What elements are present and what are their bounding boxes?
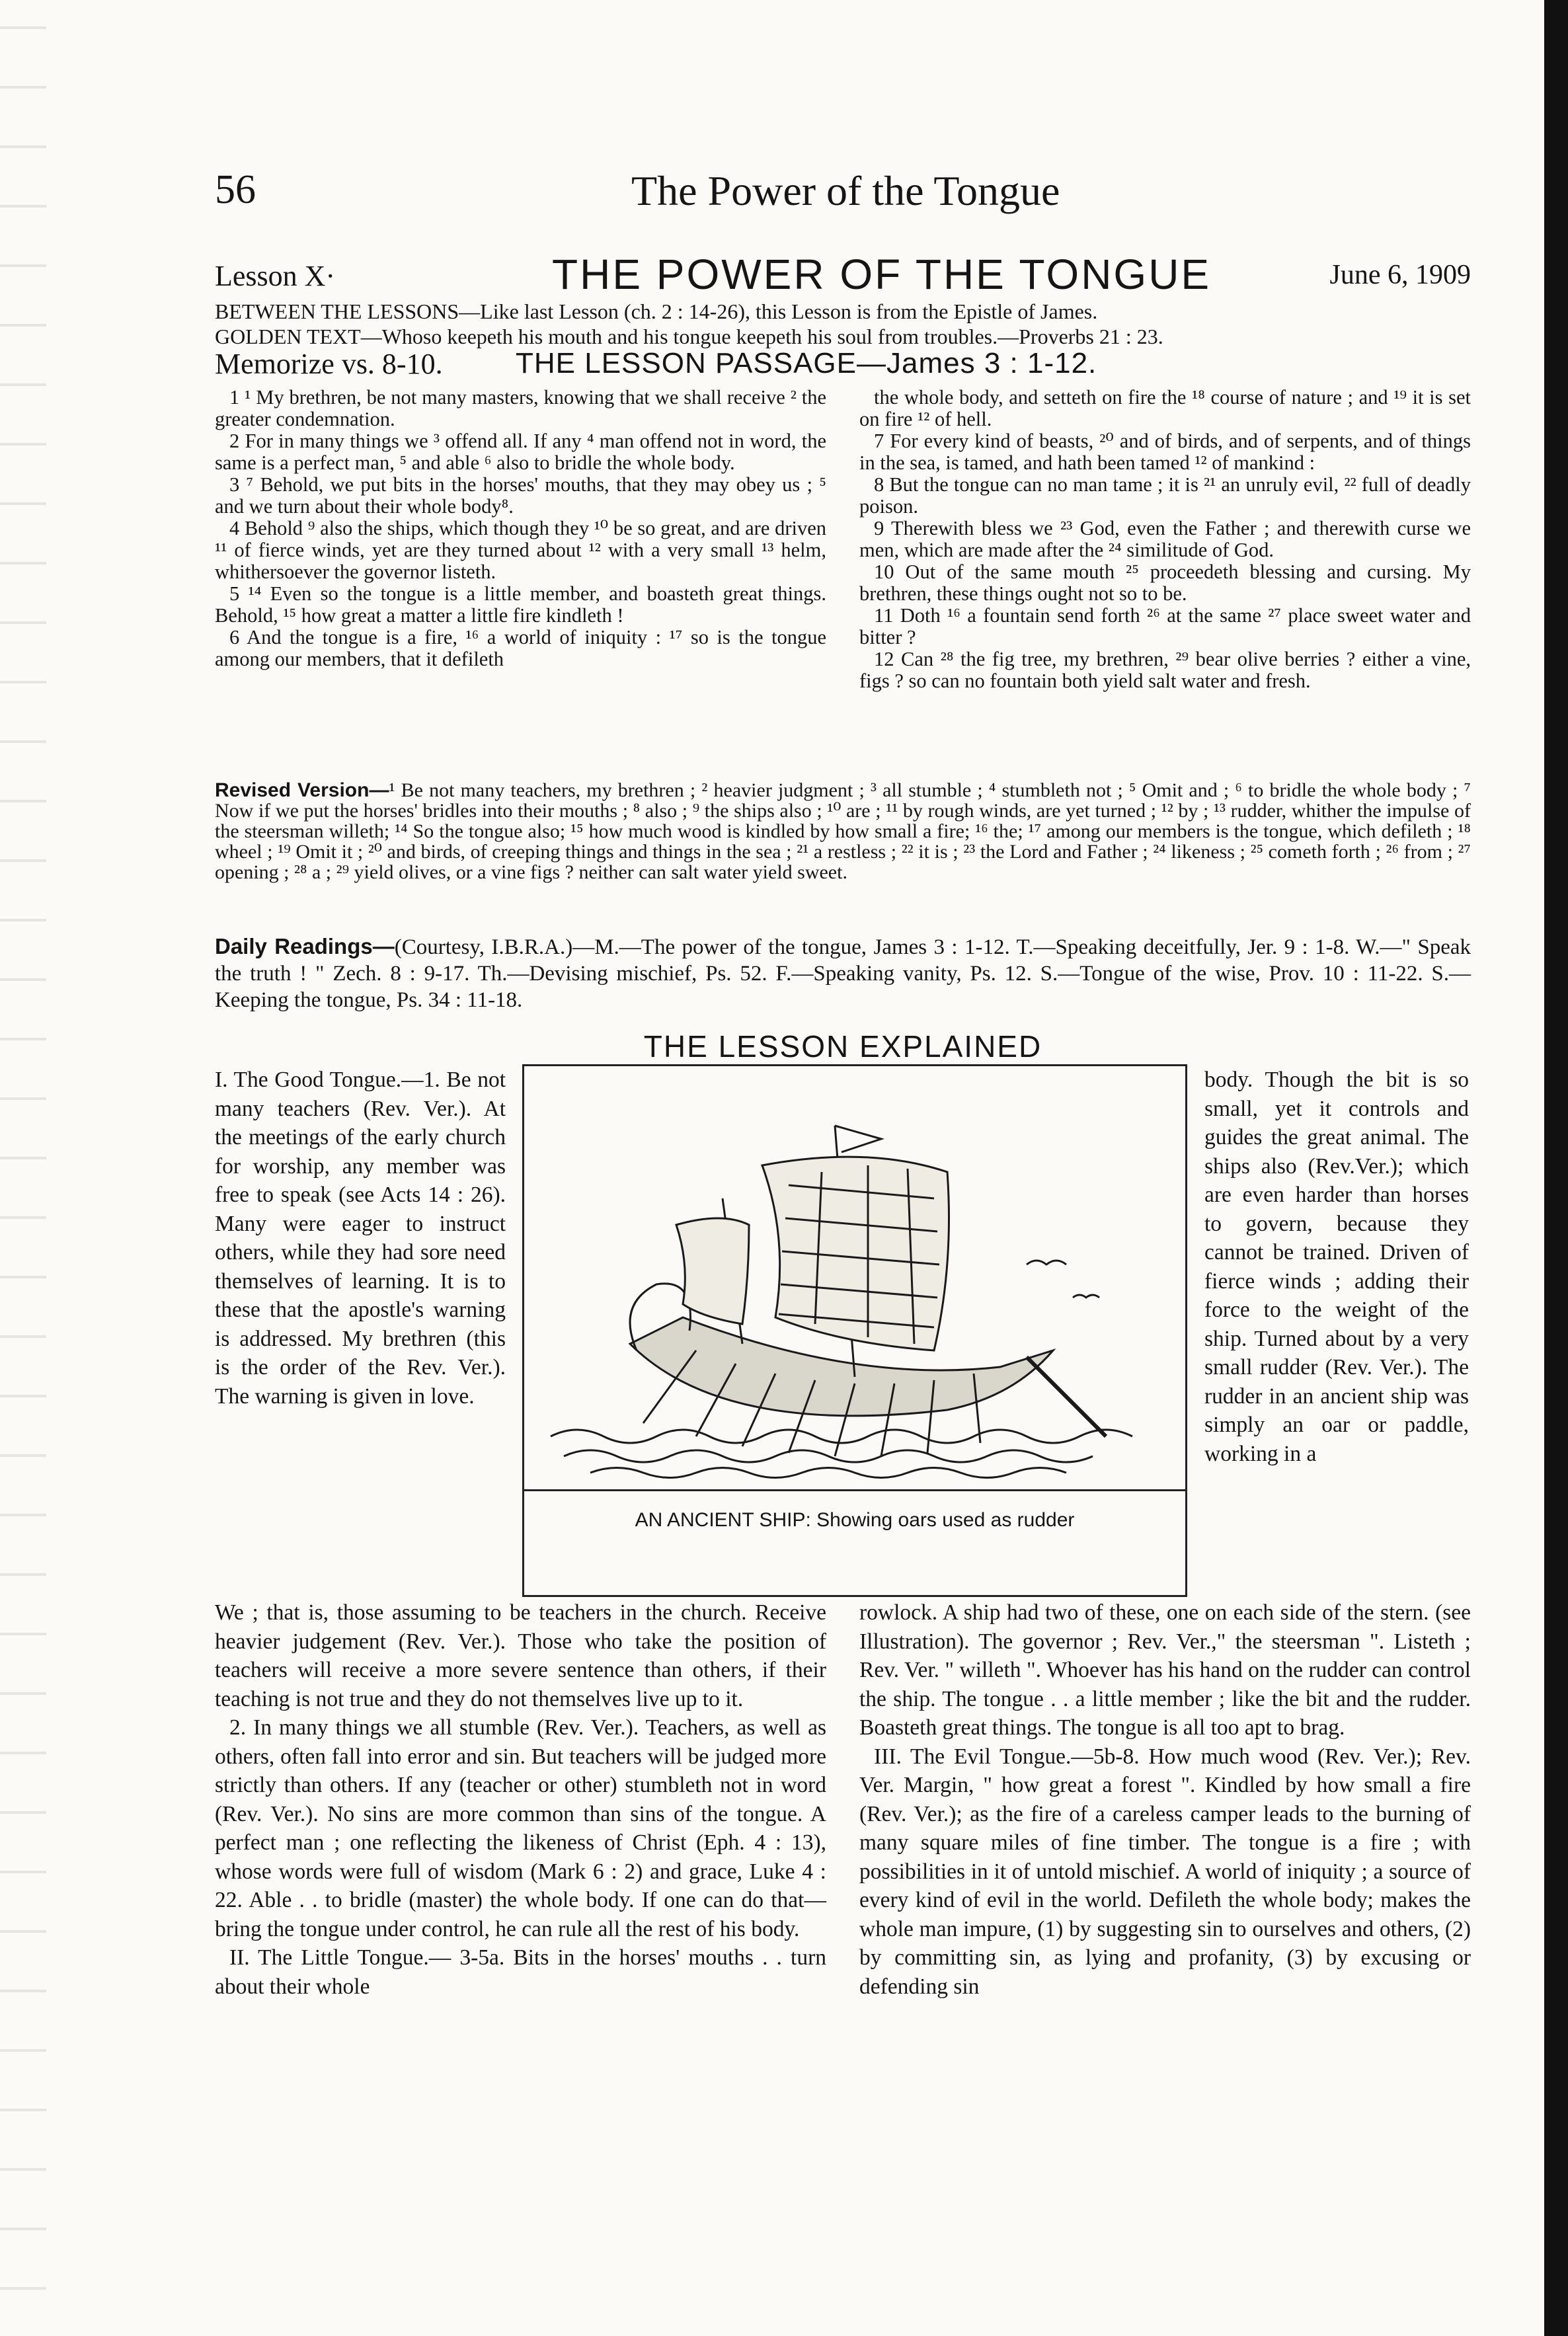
passage-right-column [859,387,1471,692]
page-number: 56 [215,167,256,212]
daily-readings-text: (Courtesy, I.B.R.A.)—M.—The power of the tongue, James 3 : 1-12. T.—Speaking deceitfully, Jer. 9 : 1-8. W.—" Speak the truth ! " Zech. 8 : 9-17. Th.—Devising mischief, Ps. 52. F.—Speaking vanity, Ps. 12. S.—Tongue of the wise, Prov. 10 : 11-22. S.—Keeping the tongue, Ps. 34 : 11-18. [215,935,1471,1012]
verse: 5 ¹⁴ Even so the tongue is a little member, and boasteth great things. Behold, ¹⁵ how great a matter a little fire kindleth ! [215,582,826,627]
explained-paragraph: rowlock. A ship had two of these, one on each side of the stern. (see Illustration). The governor ; Rev. Ver.," the steersman ". Listeth ; Rev. Ver. " willeth ". Whoever has his hand on the rudder can control the ship. The tongue . . a little member ; like the bit and the rudder. Boasteth great things. The tongue is all too apt to brag. [859,1600,1471,1740]
ancient-ship-icon [524,1066,1185,1489]
explained-paragraph: 2. In many things we all stumble (Rev. Ver.). Teachers, as well as others, often fall into error and sin. But teachers will be judged more strictly than others. If any (teacher or other) stumbleth not in word (Rev. Ver.). No sins are more common than sins of the tongue. A perfect man ; one reflecting the likeness of Christ (Eph. 4 : 13), whose words were full of wisdom (Mark 6 : 2) and grace, Luke 4 : 22. Able . . to bridle (master) the whole body. If one can do that—bring the tongue under control, he can rule all the rest of his body. [215,1715,826,1941]
explained-paragraph: III. The Evil Tongue.—5b-8. How much wood (Rev. Ver.); Rev. Ver. Margin, " how great a forest ". Kindled by how small a fire (Rev. Ver.); as the fire of a careless camper leads to the burning of many square miles of fine timber. The tongue is a fire ; with possibilities in it of untold mischief. A world of iniquity ; a source of every kind of evil in the world. Defileth the whole body; makes the whole man impure, (1) by suggesting sin to ourselves and others, (2) by committing sin, as lying and profanity, (3) by excusing or defending sin [859,1744,1471,1999]
passage-title: THE LESSON PASSAGE—James 3 : 1-12. [516,347,1097,379]
revised-version-label: Revised Version— [215,779,389,801]
verse: 4 Behold ⁹ also the ships, which though they ¹⁰ be so great, and are driven ¹¹ of fierce winds, yet are they turned about ¹² with a very small ¹³ helm, whithersoever the governor listeth. [215,517,826,583]
explained-paragraph: We ; that is, those assuming to be teachers in the church. Receive heavier judgement (Rev. Ver.). Those who take the position of teachers will receive a more severe sentence than others, if their teaching is not true and they do not themselves live up to it. [215,1600,826,1711]
memorize-line [215,347,1471,387]
explained-bottom-left [215,1598,826,2001]
verse: 3 ⁷ Behold, we put bits in the horses' mouths, that they may obey us ; ⁵ and we turn about their whole body⁸. [215,473,826,518]
running-title: The Power of the Tongue [631,167,1060,214]
explained-paragraph: I. The Good Tongue.—1. Be not many teachers (Rev. Ver.). At the meetings of the early church for worship, any member was free to speak (see Acts 14 : 26). Many were eager to instruct others, while they had sore need themselves of learning. It is to these that the apostle's warning is addressed. My brethren (this is the order of the Rev. Ver.). The warning is given in love. [215,1068,506,1409]
scan-edge-left [0,0,46,2336]
verse: 6 And the tongue is a fire, ¹⁶ a world of iniquity : ¹⁷ so is the tongue among our members, that it defileth [215,626,826,670]
lesson-date: June 6, 1909 [1329,260,1471,290]
explained-paragraph: II. The Little Tongue.— 3-5a. Bits in the horses' mouths . . turn about their whole [215,1945,826,1999]
explained-col-right [1204,1066,1469,1468]
running-head [215,167,1471,226]
section-title: THE LESSON EXPLAINED [643,1029,1042,1064]
ship-figure [522,1064,1187,1597]
lesson-heading [215,250,1471,296]
golden-text: GOLDEN TEXT—Whoso keepeth his mouth and his tongue keepeth his soul from troubles.—Proverbs 21 : 23. [215,325,1163,348]
explained-bottom-right [859,1598,1471,2001]
explained-col-left [215,1066,506,1411]
revised-version-notes [215,780,1471,882]
caption-divider [524,1489,1185,1491]
verse: 11 Doth ¹⁶ a fountain send forth ²⁶ at the same ²⁷ place sweet water and bitter ? [859,604,1471,648]
lesson-number: Lesson X· [215,260,336,292]
verse: 1 ¹ My brethren, be not many masters, knowing that we shall receive ² the greater condemnation. [215,386,826,430]
explained-paragraph: body. Though the bit is so small, yet it controls and guides the great animal. The ships also (Rev.Ver.); which are even harder than horses to govern, because they cannot be trained. Driven of fierce winds ; adding their force to the weight of the ship. Turned about by a very small rudder (Rev. Ver.). The rudder in an ancient ship was simply an oar or paddle, working in a [1204,1068,1469,1466]
daily-readings [215,933,1471,1013]
verse: the whole body, and setteth on fire the ¹⁸ course of nature ; and ¹⁹ it is set on fire ¹² of hell. [859,386,1471,430]
lesson-title: THE POWER OF THE TONGUE [552,251,1212,298]
verse: 2 For in many things we ³ offend all. If any ⁴ man offend not in word, the same is a perfect man, ⁵ and able ⁶ also to bridle the whole body. [215,430,826,474]
verse: 9 Therewith bless we ²³ God, even the Father ; and therewith curse we men, which are made after the ²⁴ similitude of God. [859,517,1471,561]
verse: 7 For every kind of beasts, ²⁰ and of birds, and of serpents, and of things in the sea, is tamed, and hath been tamed ¹² of mankind : [859,430,1471,474]
revised-version-text: ¹ Be not many teachers, my brethren ; ² heavier judgment ; ³ all stumble ; ⁴ stumbleth not ; ⁵ Omit and ; ⁶ to bridle the whole body ; ⁷ Now if we put the horses' bridles into their mouths ; ⁸ also ; ⁹ the ships also ; ¹⁰ are ; ¹¹ by rough winds, are yet turned ; ¹² by ; ¹³ rudder, whither the impulse of the steersman willeth; ¹⁴ So the tongue also; ¹⁵ how much wood is kindled by how small a fire; ¹⁶ the; ¹⁷ among our members is the tongue, which defileth ; ¹⁸ wheel ; ¹⁹ Omit it ; ²⁰ and birds, of creeping things and things in the sea ; ²¹ a restless ; ²² it is ; ²³ the Lord and Father ; ²⁴ likeness ; ²⁵ cometh forth ; ²⁶ from ; ²⁷ opening ; ²⁸ a ; ²⁹ yield olives, or a vine figs ? neither can salt water yield sweet. [215,779,1471,883]
verse: 12 Can ²⁸ the fig tree, my brethren, ²⁹ bear olive berries ? either a vine, figs ? so can no fountain both yield salt water and fresh. [859,648,1471,692]
verse: 8 But the tongue can no man tame ; it is ²¹ an unruly evil, ²² full of deadly poison. [859,473,1471,518]
between-lessons: BETWEEN THE LESSONS—Like last Lesson (ch. 2 : 14-26), this Lesson is from the Epistle of James. [215,299,1098,323]
passage-left-column [215,387,826,670]
figure-caption: AN ANCIENT SHIP: Showing oars used as rudder [635,1509,1075,1531]
memorize-verses: Memorize vs. 8-10. [215,348,443,380]
scan-edge-right [1544,0,1568,2336]
daily-readings-label: Daily Readings— [215,934,395,958]
verse: 10 Out of the same mouth ²⁵ proceedeth blessing and cursing. My brethren, these things ought not so to be. [859,561,1471,605]
